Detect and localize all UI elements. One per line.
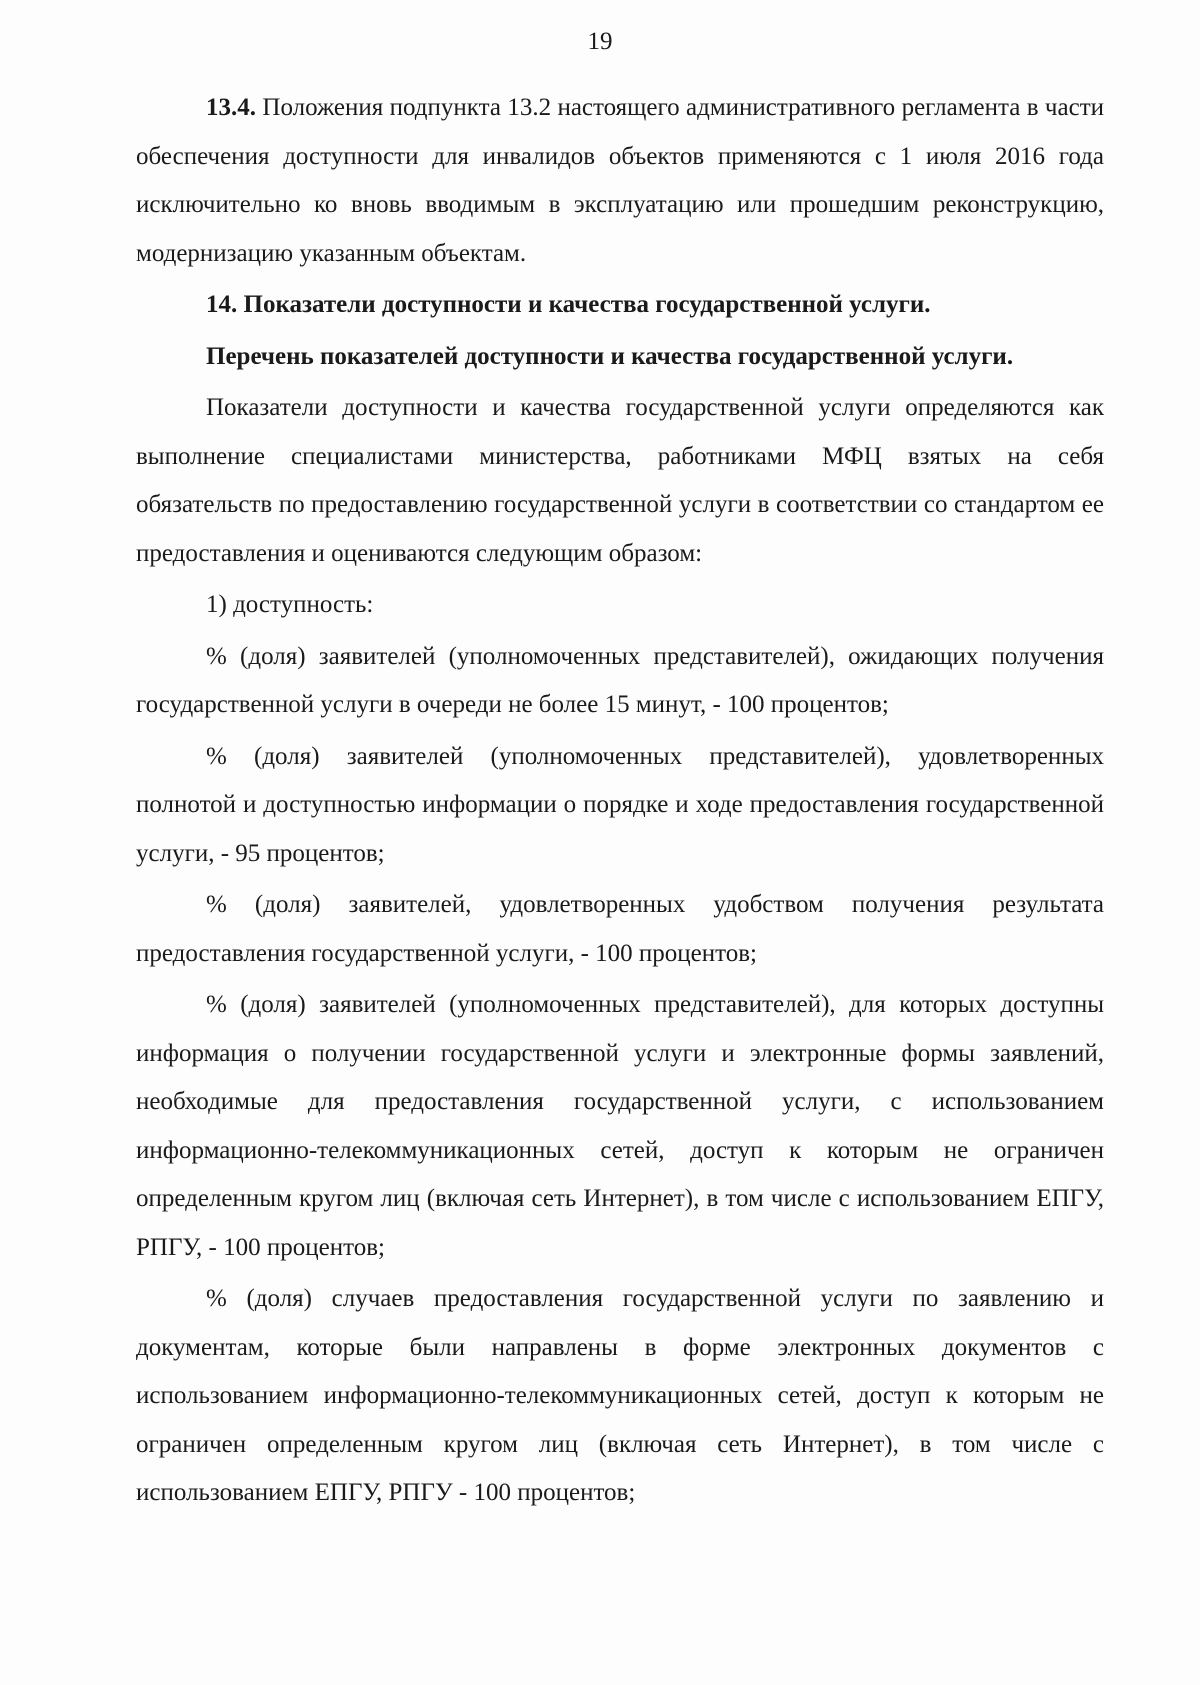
paragraph-13-4 (136, 84, 1104, 278)
page-content (136, 84, 1104, 1521)
item-1-accessibility: 1) доступность: (206, 591, 374, 618)
section-number-13-4: 13.4. (206, 94, 256, 121)
paragraph-13-4-text: Положения подпункта 13.2 настоящего административного регламента в части обеспечения доступности для инвалидов объектов применяются с 1 июля 2016 года исключительно ко вновь вводимым в эксплуатацию или прошедшим реконструкцию, модернизацию указанным объектам. (136, 94, 1104, 267)
subheading-indicators-list: Перечень показателей доступности и качества государственной услуги. (206, 342, 1014, 370)
heading-14: 14. Показатели доступности и качества государственной услуги. (206, 291, 931, 318)
indicator-paragraph-1: % (доля) заявителей (уполномоченных представителей), ожидающих получения государственной услуги в очереди не более 15 минут, - 100 процентов; (136, 642, 1104, 718)
indicator-paragraph-4: % (доля) заявителей (уполномоченных представителей), для которых доступны информация о получении государственной услуги и электронные формы заявлений, необходимые для предоставления государственной услуги, с использованием информационно-телекоммуникационных сетей, доступ к которым не ограничен определенным кругом лиц (включая сеть Интернет), в том числе с использованием ЕПГУ, РПГУ, - 100 процентов; (136, 991, 1104, 1261)
indicator-paragraph-5: % (доля) случаев предоставления государственной услуги по заявлению и документам, которые были направлены в форме электронных документов с использованием информационно-телекоммуникационных сетей, доступ к которым не ограничен определенным кругом лиц (включая сеть Интернет), в том числе с использованием ЕПГУ, РПГУ - 100 процентов; (136, 1285, 1104, 1506)
indicator-paragraph-2: % (доля) заявителей (уполномоченных представителей), удовлетворенных полнотой и доступностью информации о порядке и ходе предоставления государственной услуги, - 95 процентов; (136, 742, 1104, 867)
indicator-paragraph-3: % (доля) заявителей, удовлетворенных удобством получения результата предоставления государственной услуги, - 100 процентов; (136, 891, 1104, 967)
page-number: 19 (587, 28, 613, 55)
intro-paragraph: Показатели доступности и качества государственной услуги определяются как выполнение специалистами министерства, работниками МФЦ взятых на себя обязательств по предоставлению государственной услуги в соответствии со стандартом ее предоставления и оцениваются следующим образом: (136, 394, 1104, 567)
